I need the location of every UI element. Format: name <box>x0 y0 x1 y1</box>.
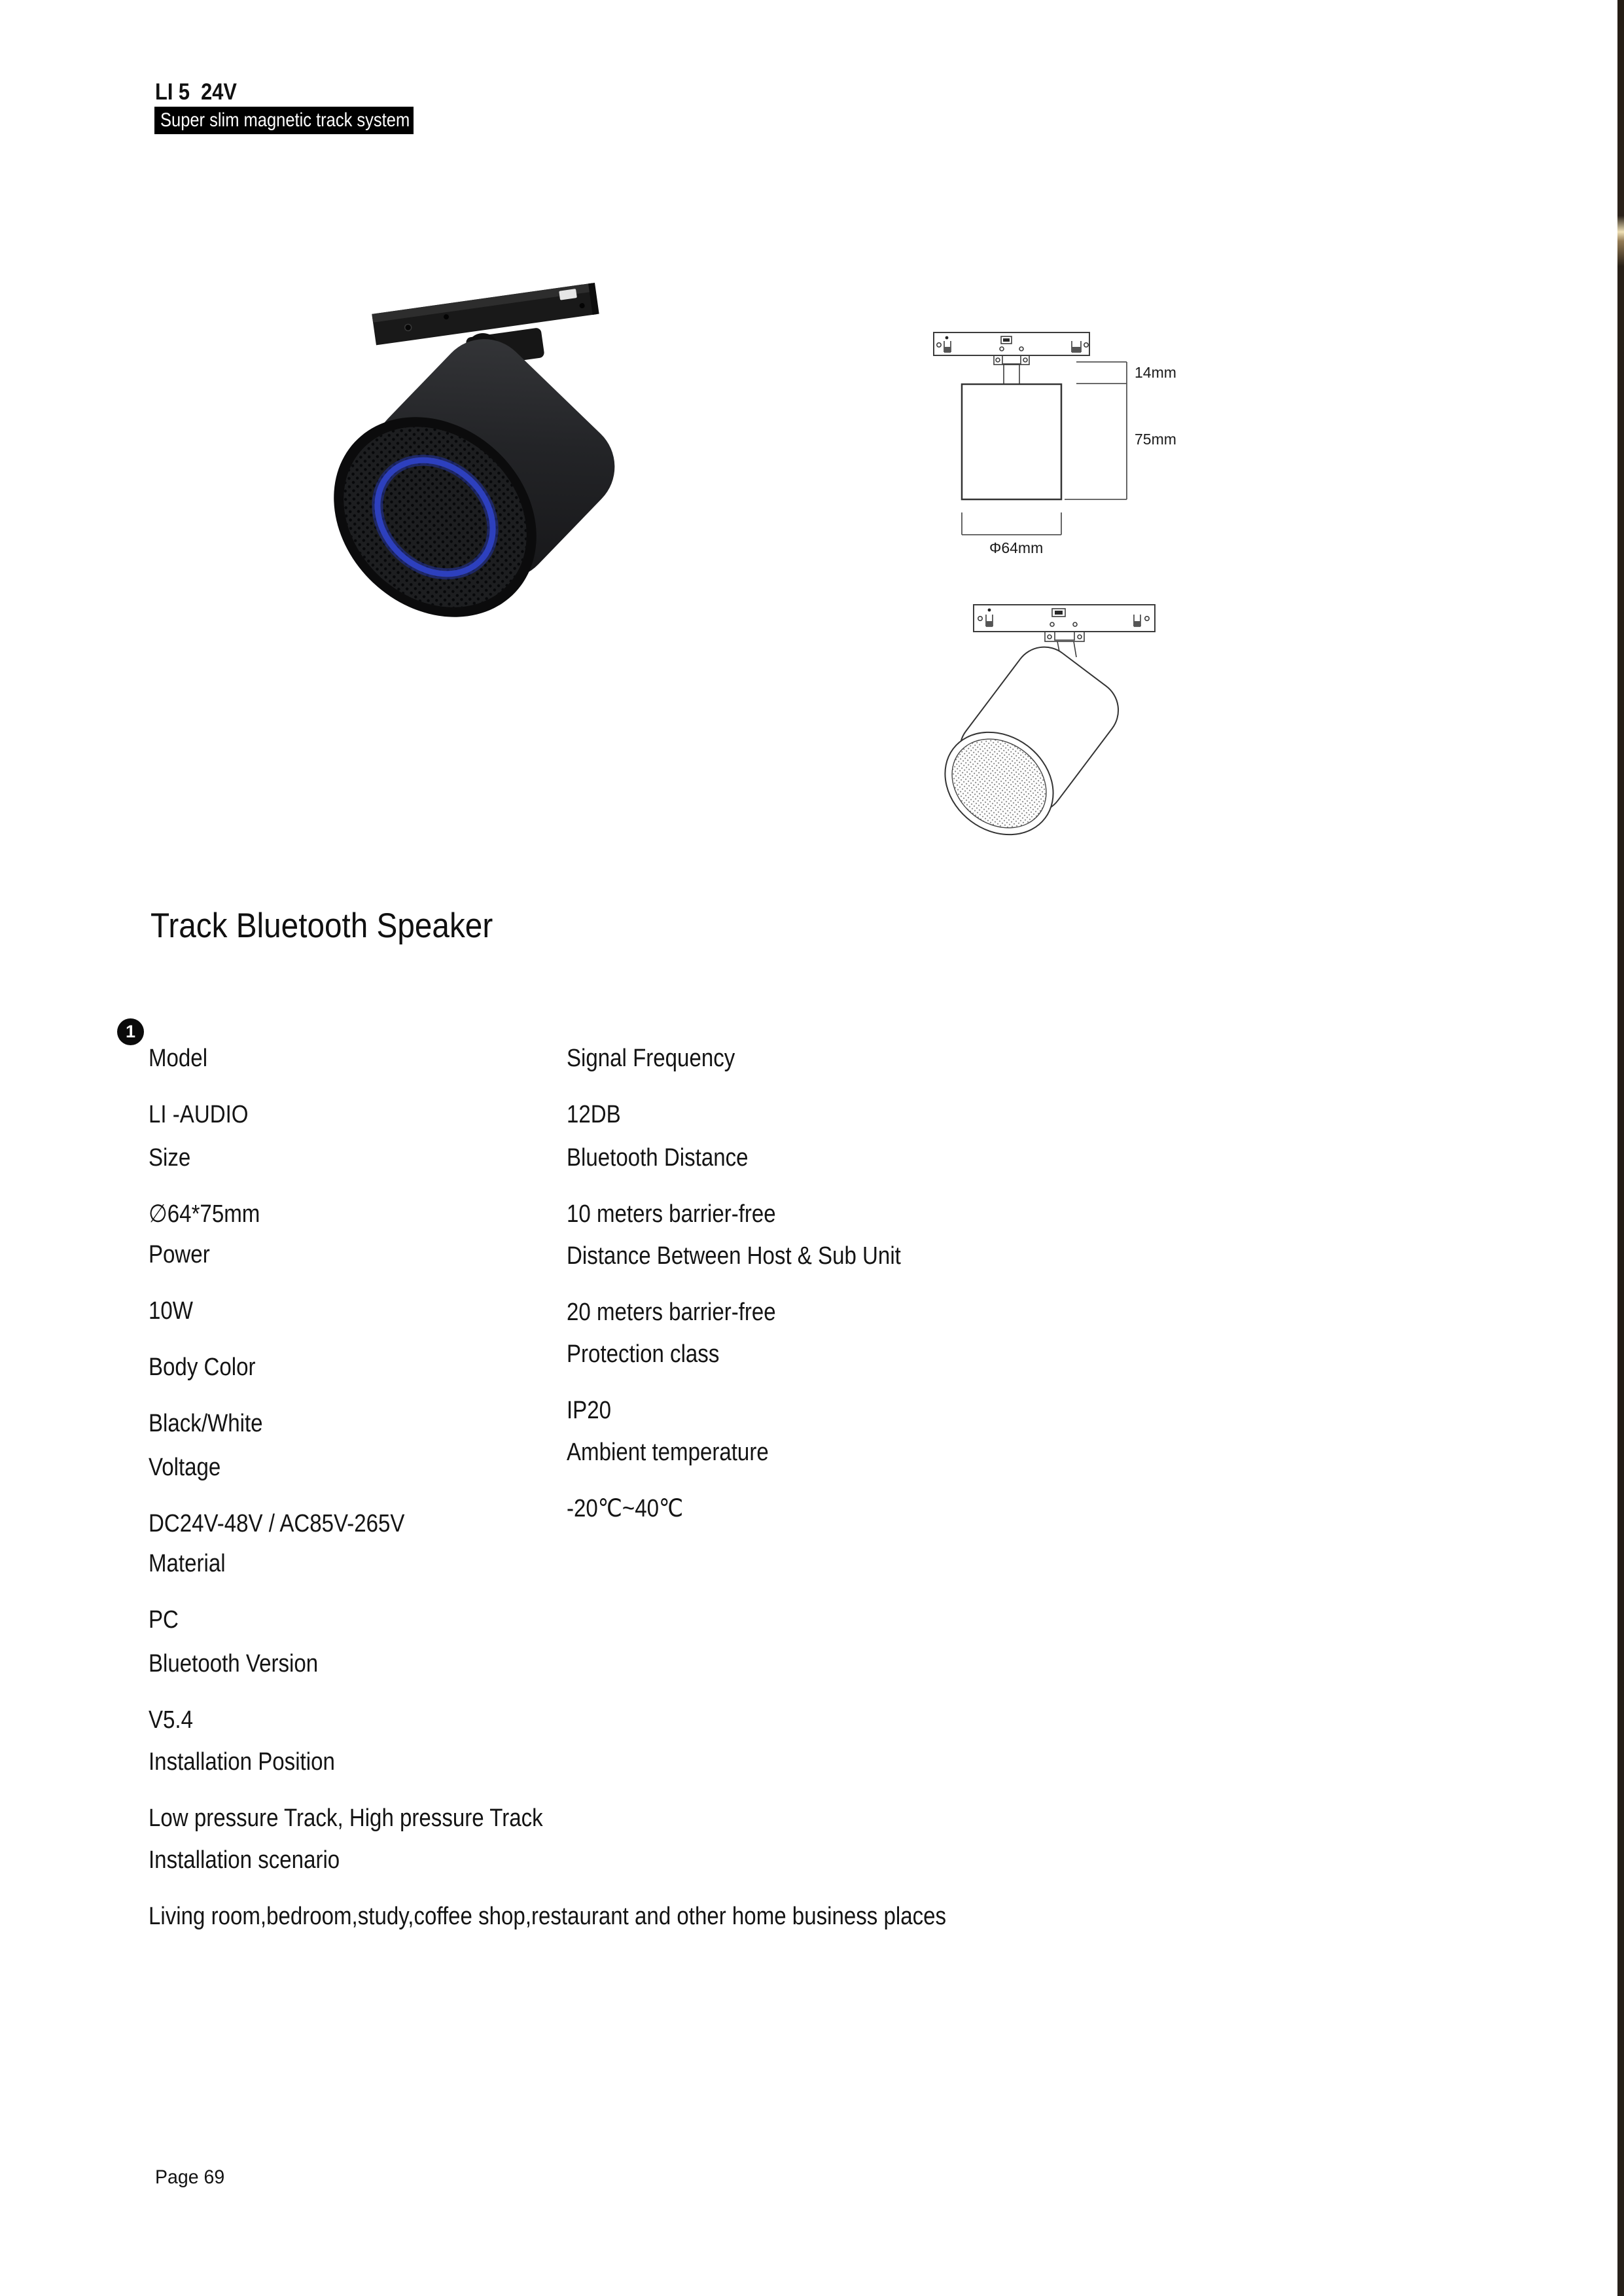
product-line-title: LI 5 24V <box>155 79 237 105</box>
spec-label: Body Color <box>149 1354 256 1381</box>
spec-label: Protection class <box>567 1340 720 1368</box>
spec-label: Voltage <box>149 1454 221 1481</box>
spec-ambient-temperature <box>567 1412 769 1549</box>
page-title: Track Bluetooth Speaker <box>150 906 493 945</box>
spec-label: Power <box>149 1241 210 1268</box>
item-number-badge <box>117 1018 144 1045</box>
spec-label: Distance Between Host & Sub Unit <box>567 1242 901 1270</box>
spec-value: V5.4 <box>149 1706 194 1734</box>
spec-value: Black/White <box>149 1410 263 1437</box>
spec-value: 20 meters barrier-free <box>567 1299 776 1326</box>
spec-value: IP20 <box>567 1397 612 1424</box>
page-number: Page 69 <box>155 2166 225 2188</box>
spec-installation-scenario <box>149 1820 946 1956</box>
dim-body-height: 75mm <box>1135 431 1176 448</box>
series-badge <box>154 107 414 134</box>
spec-label: Installation scenario <box>149 1846 340 1874</box>
spec-value: 12DB <box>567 1101 621 1128</box>
spec-value: DC24V-48V / AC85V-265V <box>149 1510 405 1537</box>
tilted-line-drawing <box>942 599 1171 848</box>
spec-value: 10W <box>149 1297 193 1325</box>
spec-label: Signal Frequency <box>567 1045 735 1072</box>
spec-label: Bluetooth Distance <box>567 1144 749 1172</box>
series-badge-label: Super slim magnetic track system <box>160 109 410 131</box>
spec-value: ∅64*75mm <box>149 1200 260 1228</box>
spec-value: 10 meters barrier-free <box>567 1200 776 1228</box>
item-number: 1 <box>125 1022 136 1041</box>
spec-label: Size <box>149 1144 191 1172</box>
product-photo <box>308 262 694 785</box>
spec-value: Low pressure Track, High pressure Track <box>149 1804 543 1832</box>
spec-value: PC <box>149 1606 179 1634</box>
spec-label: Material <box>149 1550 226 1577</box>
spec-label: Model <box>149 1045 208 1072</box>
spec-label: Ambient temperature <box>567 1439 769 1466</box>
spec-label: Bluetooth Version <box>149 1650 319 1677</box>
page-edge-strip <box>1617 0 1624 2296</box>
dim-diameter: Φ64mm <box>989 539 1044 556</box>
spec-value: Living room,bedroom,study,coffee shop,restaurant and other home business places <box>149 1903 947 1930</box>
dimension-drawing <box>929 324 1178 569</box>
spec-label: Installation Position <box>149 1748 335 1776</box>
spec-value: LI -AUDIO <box>149 1101 249 1128</box>
spec-value: -20℃~40℃ <box>567 1495 684 1522</box>
dim-adapter-height: 14mm <box>1135 364 1176 381</box>
